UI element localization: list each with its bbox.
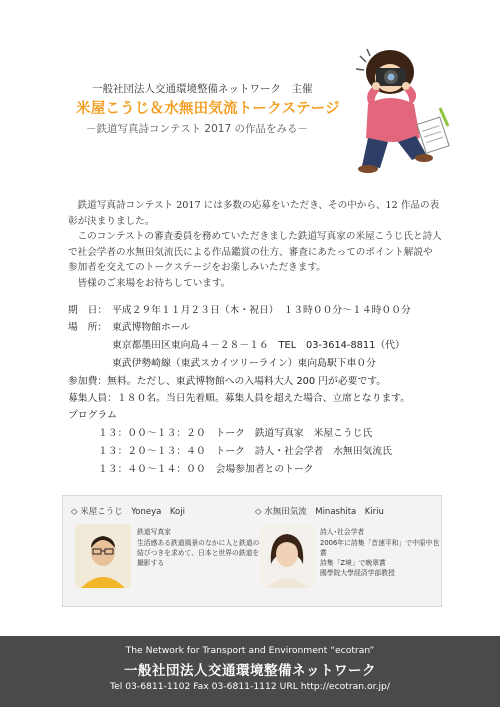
intro-paragraph: 皆様のご来場をお待ちしています。 — [77, 277, 231, 289]
speaker-role: 鉄道写真家 — [137, 528, 171, 536]
place-value: 東武博物館ホール — [112, 322, 191, 333]
speaker-description — [320, 538, 441, 578]
speaker-heading: ◇ 米屋こうじ Yoneya Koji — [71, 507, 185, 517]
program-item: １３：４０～１４：００ 会場参加者とのトーク — [98, 464, 314, 475]
program-label: プログラム — [68, 410, 117, 421]
speaker-description — [137, 538, 259, 568]
intro-text — [68, 198, 442, 291]
page-subtitle: －鉄道写真詩コンテスト 2017 の作品をみる－ — [86, 123, 308, 135]
footer-english-name: The Network for Transport and Environment “ecotran” — [125, 645, 375, 656]
speaker-description-line: 生活感ある鉄道風景のなかに人と鉄道の — [137, 539, 260, 547]
page-title: 米屋こうじ＆水無田気流トークステージ — [76, 101, 340, 117]
intro-paragraph: このコンテストの審査委員を務めていただきました鉄道写真家の米屋こうじ氏と詩人で社会学者の水無田気流氏による作品鑑賞の仕方、審査にあたってのポイント解説や参加者を交えてのトークステージをお楽しみいただきます。 — [68, 231, 442, 273]
speaker-description-line: 國學院大學経済学部教授 — [320, 569, 395, 577]
intro-paragraph: 鉄道写真詩コンテスト 2017 には多数の応募をいただき、その中から、12 作品の表彰が決まりました。 — [68, 200, 440, 227]
speaker-description-line: 撮影する — [137, 559, 165, 567]
fee-line: 参加費：無料。ただし、東武博物館への入場料大人 200 円が必要です。 — [68, 376, 387, 387]
footer-org-name: 一般社団法人交通環境整備ネットワーク — [124, 663, 376, 679]
speakers-box — [62, 495, 442, 607]
place-label: 場 所： — [68, 322, 108, 333]
program-item: １３：２０～１３：４０ トーク 詩人・社会学者 水無田気流氏 — [98, 446, 392, 457]
footer-contact: Tel 03-6811-1102 Fax 03-6811-1112 URL http://ecotran.or.jp/ — [110, 681, 390, 692]
program-item: １３：００～１３：２０ トーク 鉄道写真家 米屋こうじ氏 — [98, 428, 373, 439]
organizer-line: 一般社団法人交通環境整備ネットワーク 主催 — [92, 83, 313, 95]
speaker-heading: ◇ 水無田気流 Minashita Kiriu — [255, 507, 384, 517]
capacity-line: 募集人員：１８０名。当日先着順。募集人員を超えた場合、立席となります。 — [68, 393, 411, 404]
address-line: 東京都墨田区東向島４－２８－１６ TEL 03-3614-8811（代） — [112, 340, 405, 351]
date-row — [68, 302, 411, 316]
speaker-photo-minashita — [259, 524, 315, 588]
access-line: 東武伊勢崎線（東武スカイツリーライン）東向島駅下車０分 — [112, 358, 376, 369]
speaker-role: 詩人･社会学者 — [320, 528, 365, 536]
date-value: 平成２９年１１月２３日（木・祝日） １３時００分～１４時００分 — [112, 305, 411, 316]
speaker-photo-yoneya — [75, 524, 131, 588]
speaker-description-line: 2006年に詩集「音速平和」で中原中也賞 — [320, 539, 440, 557]
speaker-description-line: 結びつきを求めて、日本と世界の鉄道を — [137, 549, 260, 557]
footer — [0, 636, 500, 707]
photographer-illustration — [338, 42, 456, 180]
place-row — [68, 319, 190, 333]
date-label: 期 日： — [68, 305, 108, 316]
speaker-description-line: 詩集「Z境」で晩翠賞 — [320, 559, 386, 567]
